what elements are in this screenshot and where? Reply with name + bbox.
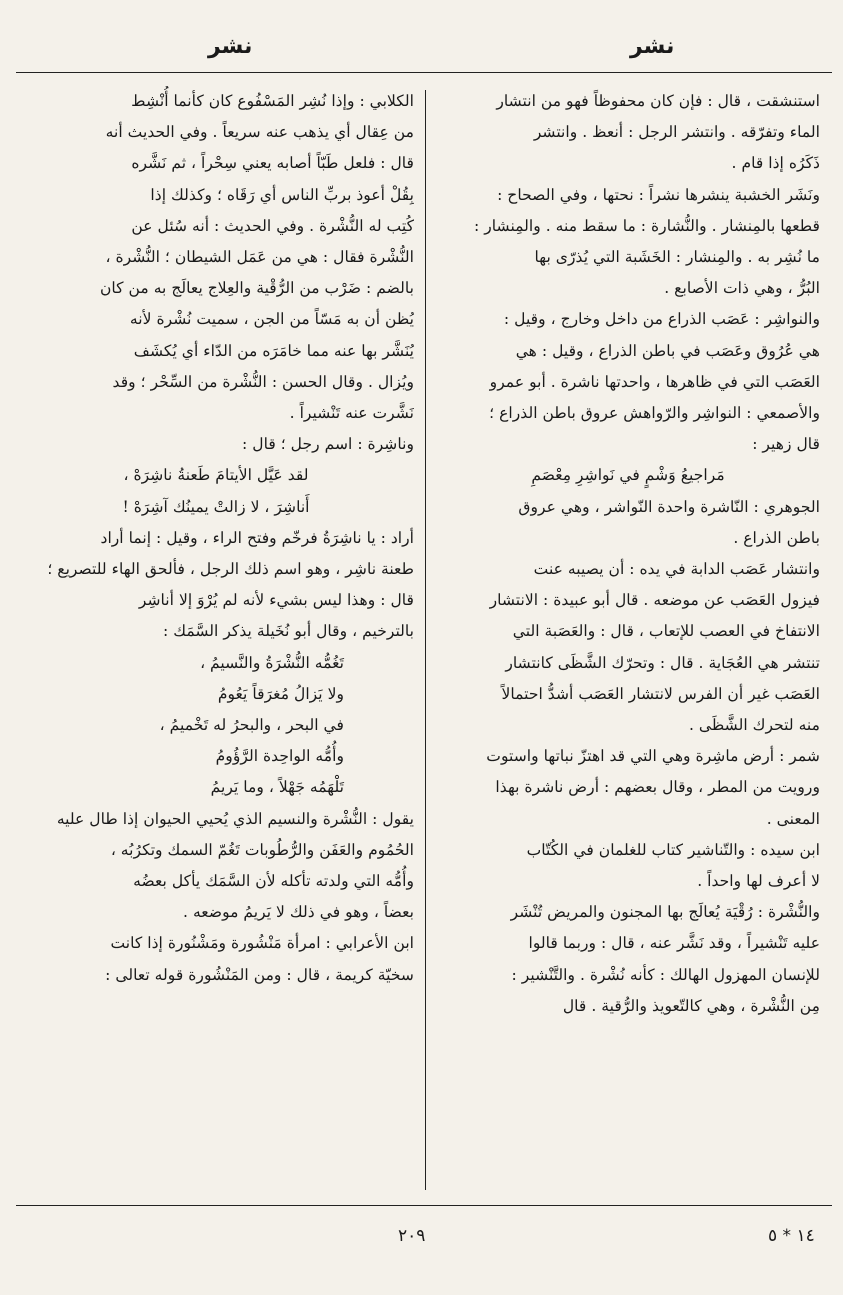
text-line: تنتشر هي العُجَاية . قال : وتحرّك الشَّظَى كانتشار: [505, 653, 820, 672]
text-line: بعضاً ، وهو في ذلك لا يَريمُ موضعه .: [183, 903, 414, 922]
text-line: أراد : يا ناشِرَةُ فرخّم وفتح الراء ، وقيل : إنما أراد: [100, 528, 414, 547]
headword-right: نشر: [630, 34, 675, 59]
right-column: [436, 86, 820, 1201]
text-line: بِقُلْ أعوذ بربِّ الناس أي رَقَاه ؛ وكذلك إذا: [150, 185, 414, 204]
verse-line: ولا يَزالُ مُغرَقاً يَعُومُ: [217, 684, 344, 703]
text-line: العَصَب غير أن الفرس لانتشار العَصَب أشدُّ احتمالاً: [501, 684, 820, 703]
text-line: ابن الأعرابي : امرأة مَنْشُورة ومَشْنُورة إذا كانت: [110, 934, 414, 953]
text-line: قال : فلعل طَبّاً أصابه يعني سِحْراً ، ثم نَشَّره: [131, 154, 414, 173]
text-line: وناشِرة : اسم رجل ؛ قال :: [242, 435, 414, 454]
text-line: الانتفاخ في العصب للإتعاب ، قال : والعَصَبة التي: [512, 622, 820, 641]
text-line: قال : وهذا ليس بشيء لأنه لم يُرْوَ إلا أناشِر: [138, 591, 414, 610]
top-rule: [16, 72, 832, 73]
text-line: الماء وتفرّقه . وانتشر الرجل : أنعظ . وانتشر: [533, 123, 820, 142]
text-line: كُتِب له النُّشْرة . وفي الحديث : أنه سُئل عن: [131, 216, 414, 235]
text-line: وأُمُّه التي ولدته تأكله لأن السَّمَك يأكل بعضُه: [133, 872, 414, 891]
text-line: بالضم : ضَرْب من الرُّقْية والعِلاج يعالَج به من كان: [99, 279, 414, 298]
text-line: ورويت من المطر ، وقال بعضهم : أرض ناشرة بهذا: [495, 778, 820, 797]
signature-mark: ١٤ * ٥: [768, 1226, 815, 1246]
text-line: ونَشَر الخشبة ينشرها نشراً : نحتها ، وفي الصحاح :: [497, 185, 820, 204]
text-line: لا أعرف لها واحداً .: [697, 872, 820, 891]
page-number: ٢٠٩: [398, 1226, 426, 1246]
verse-line: تَغُمُّه النُّشْرَةُ والنَّسيمُ ،: [200, 653, 344, 672]
text-line: ويُزال . وقال الحسن : النُّشْرة من السِّحْر ؛ وقد: [112, 372, 414, 391]
text-line: ذَكَرُه إذا قام .: [731, 154, 820, 173]
text-line: نَشَّرت عنه تَنْشيراً .: [289, 404, 414, 423]
text-line: البُرُّ ، وهي ذات الأصابع .: [664, 279, 820, 298]
text-line: طعنة ناشِر ، وهو اسم ذلك الرجل ، فألحق الهاء للتصريع ؛: [47, 560, 414, 579]
text-line: الحُمُوم والعَفَن والرُّطُوبات تَغُمّ السمك وتكرُبُه ،: [110, 840, 414, 859]
text-line: والنُّشْرة : رُقْيَة يُعالَج بها المجنون والمريض تُنْشَر: [510, 903, 820, 922]
text-line: باطن الذراع .: [733, 528, 820, 547]
text-line: يُظن أن به مَسّاً من الجن ، سميت نُشْرة لأنه: [129, 310, 414, 329]
text-line: منه لتحرك الشَّظَى .: [688, 716, 820, 735]
column-divider: [425, 90, 426, 1190]
verse-line: في البحر ، والبحرُ له تَخْميمُ ،: [159, 716, 344, 735]
text-line: ما نُشِر به . والمِنشار : الخَشَبة التي يُذرّى بها: [534, 248, 820, 267]
bottom-rule: [16, 1205, 832, 1206]
verse-line: لقد عَيَّل الأيتامَ طَعنةُ ناشِرَهْ ،: [123, 466, 309, 485]
verse-line: أَناشِرَ ، لا زالتْ يمينُك آشِرَهْ !: [122, 497, 310, 516]
text-line: للإنسان المهزول الهالك : كأنه نُشْرة . والتَّنْشير :: [511, 965, 820, 984]
text-line: من عِقال أي يذهب عنه سريعاً . وفي الحديث أنه: [105, 123, 414, 142]
text-line: والنواشِر : عَصَب الذراع من داخل وخارج ، وقيل :: [503, 310, 820, 329]
text-line: استنشقت ، قال : فإن كان محفوظاً فهو من انتشار: [496, 92, 820, 110]
verse-line: وأُمُّه الواحِدة الرَّؤُومُ: [215, 747, 344, 766]
text-line: المعنى .: [766, 809, 820, 828]
text-line: ابن سيده : والتّناشير كتاب للغلمان في الكُتّاب: [526, 840, 820, 859]
text-line: شمر : أرض ماشِرة وهي التي قد اهتزّ نباتها واستوت: [486, 747, 820, 766]
headword-left: نشر: [208, 34, 253, 59]
text-line: وانتشار عَصَب الدابة في يده : أن يصيبه عنت: [533, 560, 820, 579]
text-line: سخيّة كريمة ، قال : ومن المَنْشُورة قوله تعالى :: [105, 965, 414, 984]
text-line: الجوهري : النّاشرة واحدة النّواشر ، وهي عروق: [518, 497, 820, 516]
text-line: بالترخيم ، وقال أبو نُخَيلة يذكر السَّمَك :: [163, 622, 414, 641]
text-line: مِن النُّشْرة ، وهي كالتّعويذ والرُّقية . قال: [562, 996, 820, 1015]
text-line: قال زهير :: [752, 435, 820, 454]
verse-line: مَراجيعُ وَشْمٍ في نَواشِرِ مِعْصَمِ: [531, 466, 725, 485]
text-line: يقول : النُّشْرة والنسيم الذي يُحيي الحيوان إذا طال عليه: [56, 809, 414, 828]
text-line: العَصَب التي في ظاهرها ، واحدتها ناشرة . أبو عمرو: [489, 372, 820, 391]
text-line: الكلابي : وإذا نُشِر المَسْفُوع كان كأنما أُنْشِط: [131, 92, 414, 110]
text-line: فيزول العَصَب عن موضعه . قال أبو عبيدة : الانتشار: [489, 591, 820, 610]
text-line: قطعها بالمِنشار . والنُّشارة : ما سقط منه . والمِنشار :: [474, 216, 820, 235]
left-column: [18, 86, 414, 1201]
text-line: هي عُرُوق وعَصَب في باطن الذراع ، وقيل : هي: [515, 341, 820, 360]
text-line: والأصمعي : النواشِر والرّواهش عروق باطن الذراع ؛: [489, 404, 820, 423]
text-line: عليه تَنْشيراً ، وقد نَشَّر عنه ، قال : وربما قالوا: [528, 934, 820, 953]
text-line: النُّشْرة فقال : هي من عَمَل الشيطان ؛ النُّشْرة ،: [105, 248, 414, 267]
verse-line: تَلْهَمُه جَهْلاً ، وما يَريمُ: [210, 778, 344, 797]
text-line: يُنَشَّر بها عنه مما خامَرَه من الدّاء أي يُكشَف: [133, 341, 414, 360]
